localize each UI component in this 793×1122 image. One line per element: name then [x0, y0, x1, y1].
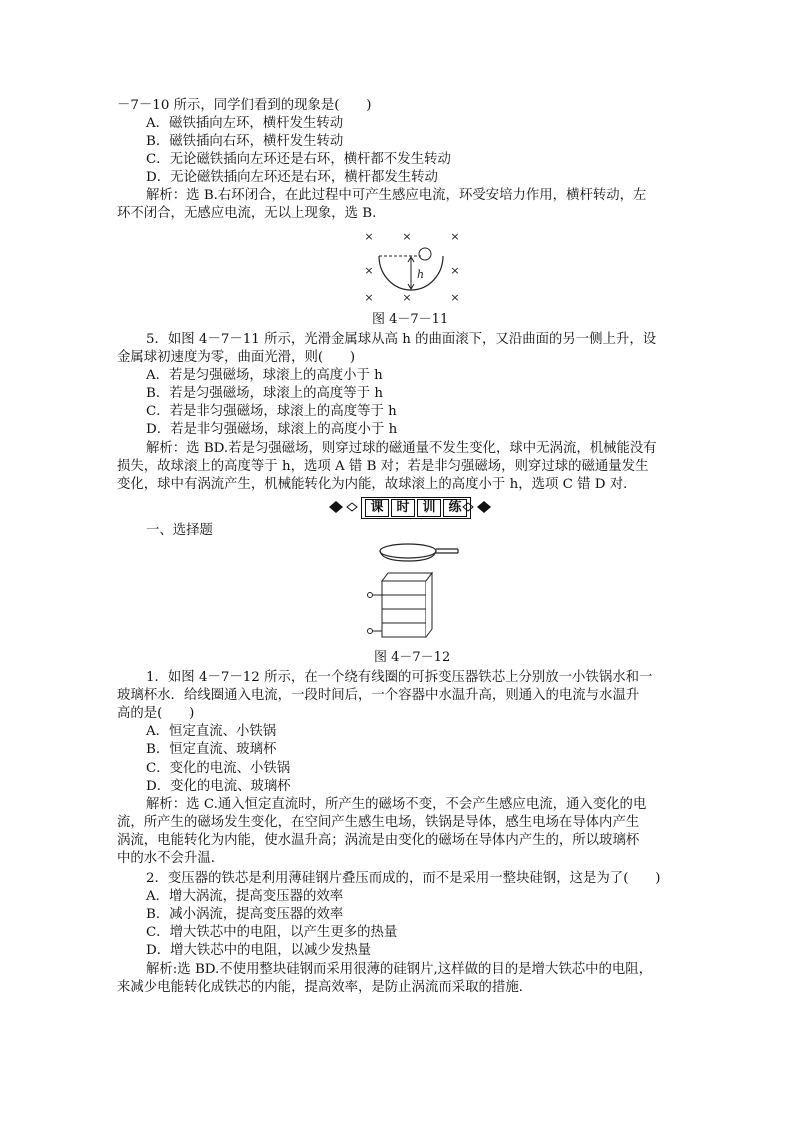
field-mark: × [450, 264, 460, 277]
figure-4-7-12 [360, 537, 465, 645]
line-13: 解析：选 BD.若是匀强磁场，则穿过球的磁通量不发生变化，球中无涡流，机械能没有 [146, 441, 657, 456]
line-1: A．磁铁插向左环，横杆发生转动 [146, 116, 344, 131]
line-19: 高的是( ) [117, 706, 195, 721]
line-5: 解析：选 B.右环闭合，在此过程中可产生感应电流，环受安培力作用，横杆转动，左 [146, 188, 647, 203]
diamond-right-icon [459, 500, 493, 514]
line-6: 环不闭合，无感应电流，无以上现象，选 B. [117, 206, 377, 221]
figure-4-7-11-caption: 图 4－7－11 [372, 312, 449, 327]
line-23: D．变化的电流、玻璃杯 [146, 779, 291, 794]
line-31: C．增大铁芯中的电阻，以产生更多的热量 [146, 925, 398, 940]
line-7: 5．如图 4－7－11 所示，光滑金属球从高 h 的曲面滚下，又沿曲面的另一侧上升，设 [146, 332, 657, 347]
line-14: 损失，故球滚上的高度等于 h，选项 A 错 B 对；若是非匀强磁场，则穿过球的磁通量发生 [117, 459, 649, 474]
line-21: B．恒定直流、玻璃杯 [146, 742, 277, 757]
field-mark: × [402, 230, 412, 243]
line-0: －7－10 所示，同学们看到的现象是( ) [117, 98, 372, 113]
line-9: A．若是匀强磁场，球滚上的高度小于 h [146, 368, 383, 383]
field-mark: × [450, 291, 460, 304]
line-30: B．减小涡流，提高变压器的效率 [146, 907, 344, 922]
line-10: B．若是匀强磁场，球滚上的高度等于 h [146, 386, 383, 401]
banner-char: 训 [417, 499, 441, 517]
banner-char: 练 [443, 499, 467, 517]
field-mark: × [364, 291, 374, 304]
coil-terminal [368, 593, 373, 598]
section-banner [325, 497, 495, 519]
line-20: A．恒定直流、小铁锅 [146, 724, 277, 739]
metal-ball [419, 248, 431, 260]
field-mark: × [364, 230, 374, 243]
field-mark: × [450, 230, 460, 243]
line-27: 中的水不会升温． [117, 851, 225, 866]
line-15: 变化，球中有涡流产生，机械能转化为内能，故球滚上的高度小于 h，选项 C 错 D 对． [117, 477, 637, 492]
line-18: 玻璃杯水．给线圈通入电流，一段时间后，一个容器中水温升高，则通入的电流与水温升 [117, 688, 640, 703]
iron-core [382, 573, 432, 581]
line-28: 2．变压器的铁芯是利用薄硅钢片叠压而成的，而不是采用一整块硅钢，这是为了( ) [146, 871, 661, 886]
line-24: 解析：选 C.通入恒定直流时，所产生的磁场不变，不会产生感应电流，通入变化的电 [146, 797, 647, 812]
line-26: 涡流，电能转化为内能，使水温升高；涡流是由变化的磁场在导体内产生的，所以玻璃杯 [117, 833, 640, 848]
line-32: D．增大铁芯中的电阻，以减少发热量 [146, 943, 371, 958]
line-12: D．若是非匀强磁场，球滚上的高度小于 h [146, 422, 398, 437]
line-4: D．无论磁铁插向左环还是右环，横杆都发生转动 [146, 170, 438, 185]
line-33: 解析:选 BD.不使用整块硅钢而采用很薄的硅钢片,这样做的目的是增大铁芯中的电阻， [146, 962, 653, 977]
figure-4-7-11 [355, 226, 465, 306]
banner-char: 时 [391, 499, 415, 517]
line-34: 来减少电能转化成铁芯的内能，提高效率，是防止涡流而采取的措施． [117, 980, 533, 995]
line-17: 1．如图 4－7－12 所示，在一个绕有线圈的可拆变压器铁芯上分别放一小铁锅水和一 [146, 670, 653, 685]
line-11: C．若是非匀强磁场，球滚上的高度等于 h [146, 404, 397, 419]
field-mark: × [364, 264, 374, 277]
line-2: B．磁铁插向右环，横杆发生转动 [146, 134, 344, 149]
diamond-left-icon [327, 500, 361, 514]
pan [380, 544, 436, 558]
line-8: 金属球初速度为零，曲面光滑，则( ) [117, 350, 356, 365]
line-29: A．增大涡流，提高变压器的效率 [146, 889, 344, 904]
line-22: C．变化的电流、小铁锅 [146, 761, 291, 776]
banner-title-box [361, 497, 471, 519]
height-label: h [417, 268, 425, 281]
line-16: 一、选择题 [146, 523, 213, 538]
line-25: 流，所产生的磁场发生变化，在空间产生感生电场，铁锅是导体，感生电场在导体内产生 [117, 815, 640, 830]
figure-4-7-12-caption: 图 4－7－12 [374, 650, 451, 665]
banner-char: 课 [365, 499, 389, 517]
line-3: C．无论磁铁插向左环还是右环，横杆都不发生转动 [146, 152, 451, 167]
field-mark: × [402, 291, 412, 304]
coil-terminal [368, 629, 373, 634]
